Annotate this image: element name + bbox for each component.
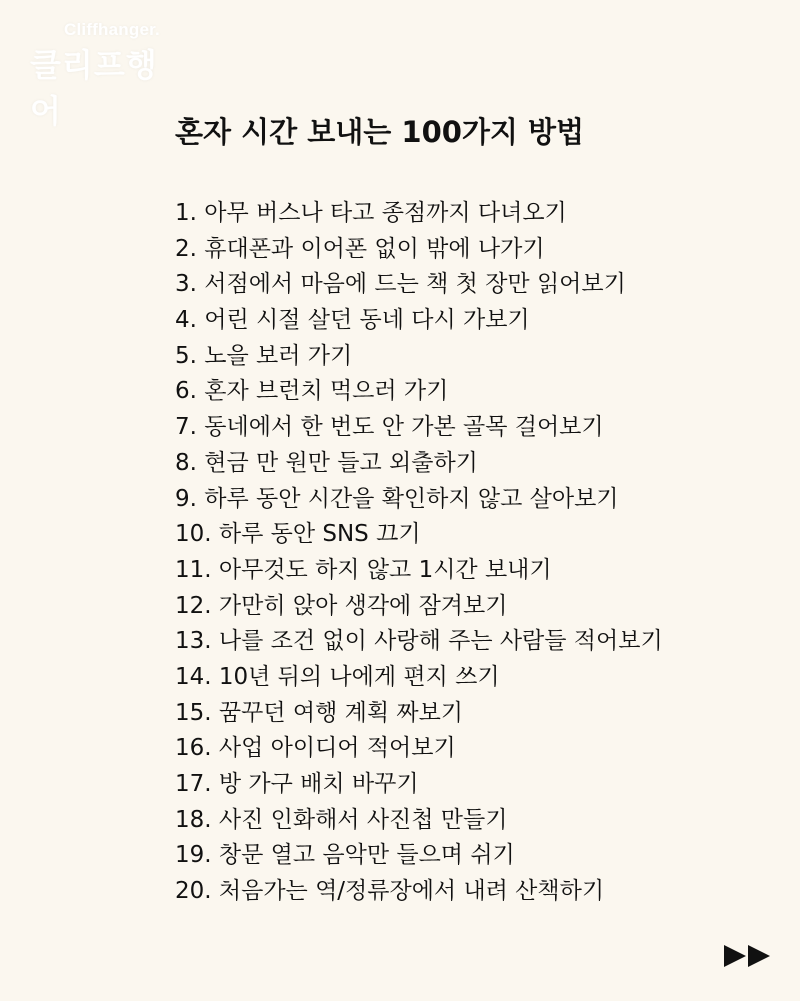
page-title: 혼자 시간 보내는 100가지 방법: [175, 115, 585, 149]
list-item: 4. 어린 시절 살던 동네 다시 가보기: [175, 307, 530, 334]
brand-logo: [24, 20, 184, 130]
list-item: 2. 휴대폰과 이어폰 없이 밖에 나가기: [175, 235, 545, 262]
list-item: 3. 서점에서 마음에 드는 책 첫 장만 읽어보기: [175, 271, 626, 298]
next-page-button[interactable]: [722, 943, 774, 969]
list-item: 14. 10년 뒤의 나에게 편지 쓰기: [175, 663, 500, 690]
logo-english-text: Cliffhanger.: [64, 20, 160, 39]
list-item: 18. 사진 인화해서 사진첩 만들기: [175, 806, 508, 833]
list-item: 13. 나를 조건 없이 사랑해 주는 사람들 적어보기: [175, 628, 663, 655]
list-item: 15. 꿈꾸던 여행 계획 짜보기: [175, 699, 464, 726]
tips-list: [175, 196, 663, 910]
list-item: 9. 하루 동안 시간을 확인하지 않고 살아보기: [175, 485, 619, 512]
list-item: 17. 방 가구 배치 바꾸기: [175, 771, 419, 797]
logo-korean-text: 클리프행어: [30, 46, 158, 130]
list-item: 6. 혼자 브런치 먹으러 가기: [175, 378, 449, 405]
fast-forward-icon: [722, 943, 774, 969]
list-item: 10. 하루 동안 SNS 끄기: [175, 521, 421, 548]
list-item: 8. 현금 만 원만 들고 외출하기: [175, 449, 478, 476]
list-item: 1. 아무 버스나 타고 종점까지 다녀오기: [175, 200, 567, 226]
list-item: 5. 노을 보러 가기: [175, 342, 353, 369]
list-item: 7. 동네에서 한 번도 안 가본 골목 걸어보기: [175, 414, 604, 441]
list-item: 11. 아무것도 하지 않고 1시간 보내기: [175, 556, 552, 583]
list-item: 19. 창문 열고 음악만 들으며 쉬기: [175, 842, 515, 869]
list-item: 20. 처음가는 역/정류장에서 내려 산책하기: [175, 878, 605, 905]
list-item: 16. 사업 아이디어 적어보기: [175, 735, 456, 762]
list-item: 12. 가만히 앉아 생각에 잠겨보기: [175, 592, 508, 619]
